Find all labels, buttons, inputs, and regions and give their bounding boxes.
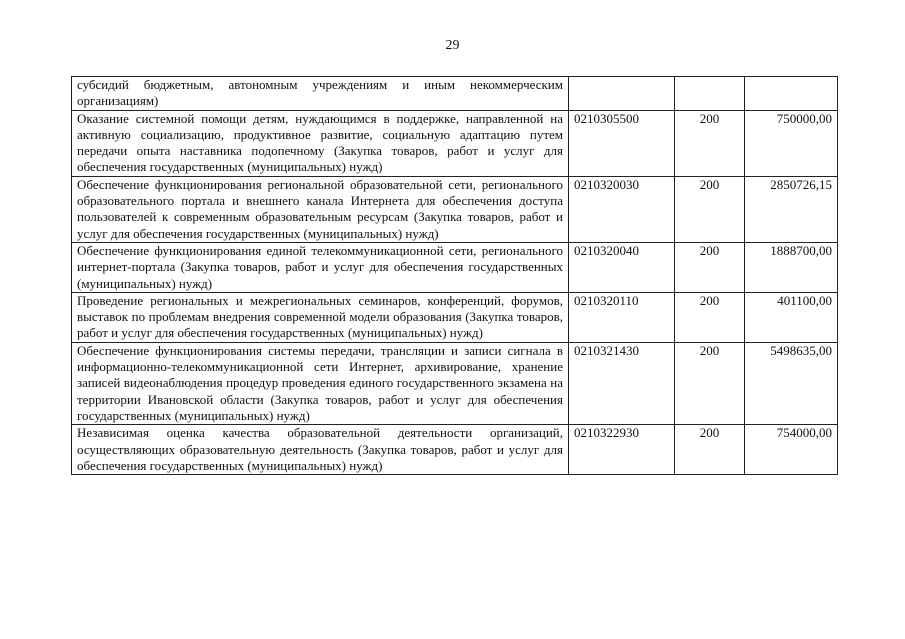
row-description: Оказание системной помощи детям, нуждающимся в поддержке, направленной на активную социализацию, продуктивное развитие, социальную адаптацию путем передачи опыта наставника подопечному (Закупка товаров, работ и услуг для обеспечения государственных (муниципальных) нужд) (72, 110, 569, 176)
table-row (72, 110, 838, 176)
page-number: 29 (445, 38, 460, 53)
table-row (72, 292, 838, 342)
row-amount: 5498635,00 (745, 342, 838, 424)
row-amount: 1888700,00 (745, 242, 838, 292)
row-expense-type: 200 (675, 425, 745, 475)
row-target-code: 0210305500 (569, 110, 675, 176)
row-expense-type: 200 (675, 292, 745, 342)
row-description: Проведение региональных и межрегиональных семинаров, конференций, форумов, выставок по проблемам внедрения современной модели образования (Закупка товаров, работ и услуг для обеспечения государственных (муниципальных) нужд) (72, 292, 569, 342)
row-target-code: 0210320040 (569, 242, 675, 292)
row-target-code: 0210320030 (569, 176, 675, 242)
row-description: Независимая оценка качества образовательной деятельности организаций, осуществляющих образовательную деятельность (Закупка товаров, работ и услуг для обеспечения государственных (муниципальных) нужд) (72, 425, 569, 475)
table-row (72, 425, 838, 475)
row-expense-type (675, 77, 745, 111)
row-amount: 750000,00 (745, 110, 838, 176)
row-expense-type: 200 (675, 110, 745, 176)
row-description: Обеспечение функционирования единой телекоммуникационной сети, регионального интернет-портала (Закупка товаров, работ и услуг для обеспечения государственных (муниципальных) нужд) (72, 242, 569, 292)
table-row (72, 242, 838, 292)
row-amount: 2850726,15 (745, 176, 838, 242)
table-row (72, 342, 838, 424)
table-row (72, 77, 838, 111)
row-expense-type: 200 (675, 242, 745, 292)
row-expense-type: 200 (675, 176, 745, 242)
row-description: Обеспечение функционирования региональной образовательной сети, регионального образовательного портала и внешнего канала Интернета для обеспечения доступа пользователей к современным образовательным ресурсам (Закупка товаров, работ и услуг для обеспечения государственных (муниципальных) нужд) (72, 176, 569, 242)
row-description: субсидий бюджетным, автономным учреждениям и иным некоммерческим организациям) (72, 77, 569, 111)
row-amount (745, 77, 838, 111)
row-target-code: 0210321430 (569, 342, 675, 424)
row-target-code: 0210322930 (569, 425, 675, 475)
row-amount: 401100,00 (745, 292, 838, 342)
row-target-code: 0210320110 (569, 292, 675, 342)
table-row (72, 176, 838, 242)
budget-table (71, 76, 838, 475)
row-amount: 754000,00 (745, 425, 838, 475)
row-description: Обеспечение функционирования системы передачи, трансляции и записи сигнала в информационно-телекоммуникационной сети Интернет, архивирование, хранение записей видеонаблюдения процедур проведения единого государственного экзамена на территории Ивановской области (Закупка товаров, работ и услуг для обеспечения государственных (муниципальных) нужд) (72, 342, 569, 424)
row-expense-type: 200 (675, 342, 745, 424)
row-target-code (569, 77, 675, 111)
